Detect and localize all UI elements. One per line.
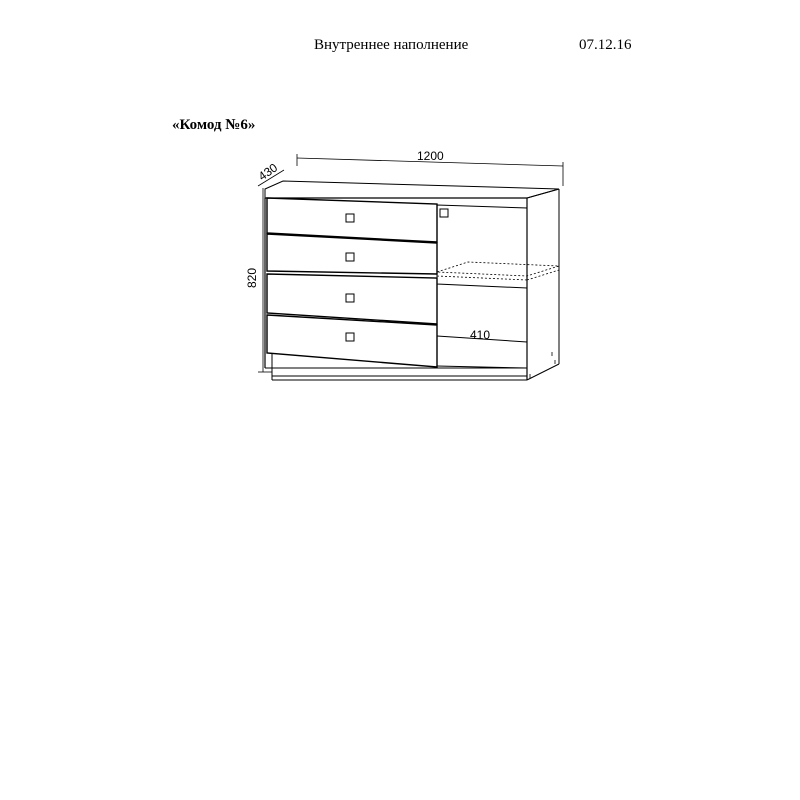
width-label: 1200 [417,149,444,163]
door-handle-icon [440,209,448,217]
depth-label: 430 [255,160,281,184]
dresser-body [265,189,559,380]
side-hinge-marks [530,352,555,378]
drawer-handle-icon [346,214,354,222]
dresser-top [265,181,559,198]
header-date: 07.12.16 [579,37,632,53]
drawer-handle-icon [346,253,354,261]
door [437,205,527,288]
drawer-handle-icon [346,333,354,341]
header-title: Внутреннее наполнение [314,37,469,53]
height-label: 820 [245,267,259,288]
product-title: «Комод №6» [172,117,256,133]
drawer-handle-icon [346,294,354,302]
drawer-4 [267,315,437,367]
door-width-label: 410 [470,328,491,342]
internal-shelf [437,262,559,280]
